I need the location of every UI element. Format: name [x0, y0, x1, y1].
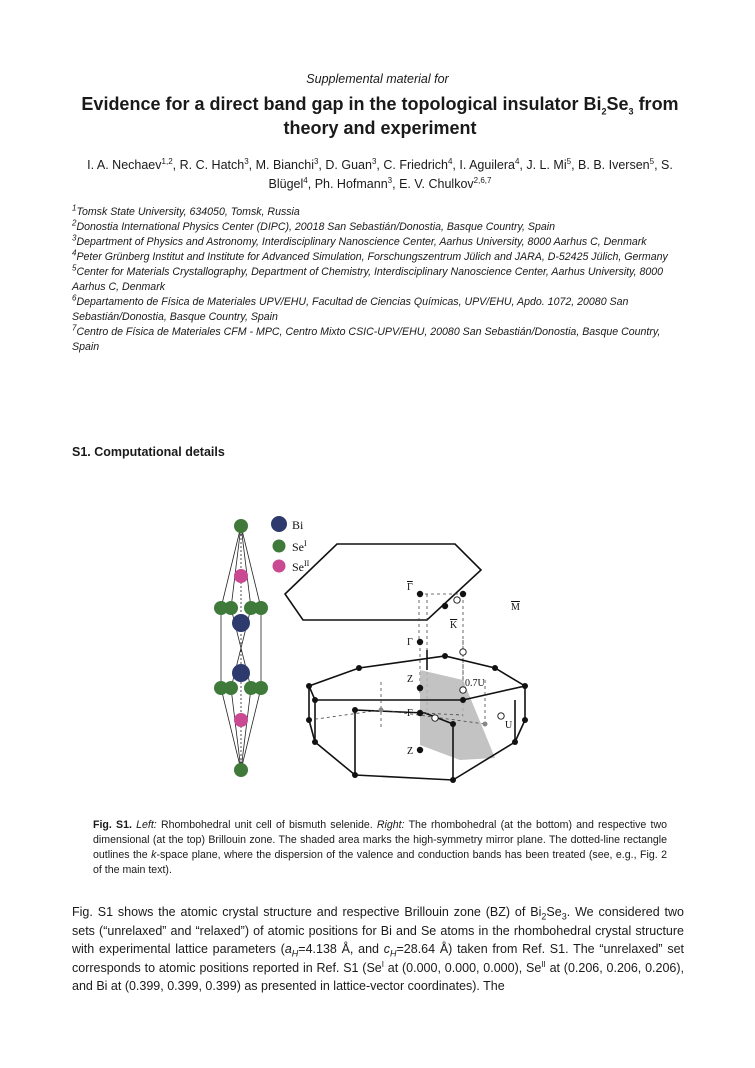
affiliation [72, 235, 672, 250]
section-heading: S1. Computational details [72, 445, 225, 459]
affiliation [72, 220, 672, 235]
caption-end-text: -space plane, where the dispersion of the valence and conduction bands has been treated (see, e.g., Fig. 2 of the main text). [93, 849, 667, 876]
author-name: C. Friedrich [383, 158, 448, 172]
figure-s1 [195, 510, 555, 790]
legend-se2: $Se^{II}$ [292, 559, 310, 574]
bi-atom [232, 614, 250, 632]
affiliation-number: 1 [72, 203, 77, 213]
surface-bz-hexagon [285, 544, 481, 620]
body-paragraph: Fig. S1 shows the atomic crystal structure and respective Brillouin zone (BZ) of $Bi_2Se_3$. We considered two sets (“unrelaxed” and “relaxed”) of atomic positions for Bi and Se atoms in the rhombohedral crystal structure with experimental lattice parameters ($a_H=4.138$ Å, and $c_H=28.64$ Å) taken from Ref. S1. The “unrelaxed” set corresponds to atomic positions reported in Ref. S1 ($Se^I$ at (0.000, 0.000, 0.000), $Se^{II}$ at (0.206, 0.206, 0.206), and Bi at (0.399, 0.399, 0.399) as presented in lattice-vector coordinates). The [72, 905, 685, 993]
author-affiliation-mark: 3 [244, 156, 249, 166]
author-name: E. V. Chulkov [399, 177, 474, 191]
affiliation-number: 6 [72, 293, 77, 303]
label-z-top: Z [407, 674, 414, 685]
atom-legend [271, 516, 310, 574]
caption-label: Fig. S1. [93, 819, 132, 831]
affiliation-number: 2 [72, 218, 77, 228]
affiliation-text: Donostia International Physics Center (DIPC), 20018 San Sebastián/Donostia, Basque Country, Spain [76, 221, 556, 233]
affiliation [72, 295, 672, 325]
author-name: I. A. Nechaev [87, 158, 162, 172]
legend-bi-marker [271, 516, 287, 532]
label-u: U [505, 720, 513, 731]
affiliation [72, 205, 672, 220]
title-sub-1: 2 [601, 106, 607, 117]
se1-atom [224, 681, 238, 695]
caption-right-label: Right: [376, 819, 405, 831]
label-gamma-mid: Γ [407, 708, 413, 719]
label-z-bottom: Z [407, 746, 414, 757]
affiliation [72, 265, 672, 295]
se1-atom [254, 601, 268, 615]
se1-atom [254, 681, 268, 695]
affiliation-text: Departamento de Física de Materiales UPV/EHU, Facultad de Ciencias Químicas, UPV/EHU, Apdo. 1072, 20080 San Sebastián/Donostia, Basque Country, Spain [72, 296, 629, 323]
supplement-label: Supplemental material for [306, 72, 449, 86]
brillouin-zone-diagram [285, 544, 528, 783]
affiliation-text: Tomsk State University, 634050, Tomsk, Russia [76, 206, 300, 218]
label-gamma: Γ [407, 637, 413, 648]
affiliation-list [72, 205, 672, 355]
label-gamma-bar: Γ [407, 582, 413, 593]
label-m-bar: M [511, 602, 520, 613]
caption-left-text: Rhombohedral unit cell of bismuth selenide. [156, 819, 377, 831]
se2-atom [234, 713, 248, 727]
author-name: Ph. Hofmann [314, 177, 388, 191]
author-affiliation-mark: 4 [514, 156, 520, 166]
title-text-3: from theory and experiment [283, 94, 679, 138]
author-name: S. Blügel [268, 158, 673, 191]
label-u-fraction: 0.7U [465, 678, 485, 689]
affiliation-text: Center for Materials Crystallography, Department of Chemistry, Interdisciplinary Nanoscience Center, Aarhus University, 8000 Aarhus C, Denmark [72, 266, 664, 293]
legend-se2-marker [273, 560, 286, 573]
figure-s1-graphic [195, 510, 555, 790]
author-affiliation-mark: 5 [649, 156, 655, 166]
author-name: B. B. Iversen [578, 158, 650, 172]
affiliation [72, 250, 672, 265]
affiliation-number: 5 [72, 263, 77, 273]
se1-atom [224, 601, 238, 615]
affiliation [72, 325, 672, 355]
affiliation-text: Centro de Física de Materiales CFM - MPC, Centro Mixto CSIC-UPV/EHU, 20080 San Sebastián/Donostia, Basque Country, Spain [72, 326, 661, 353]
title-text-1: Evidence for a direct band gap in the topological insulator Bi [81, 94, 602, 114]
author-affiliation-mark: 3 [387, 175, 393, 185]
affiliation-text: Department of Physics and Astronomy, Interdisciplinary Nanoscience Center, Aarhus University, 8000 Aarhus C, Denmark [76, 236, 647, 248]
author-name: M. Bianchi [255, 158, 314, 172]
author-affiliation-mark: 1,2 [161, 156, 173, 166]
affiliation-text: Peter Grünberg Institut and Institute for Advanced Simulation, Forschungszentrum Jülich and JARA, D-52425 Jülich, Germany [76, 251, 668, 263]
author-affiliation-mark: 2,6,7 [473, 175, 492, 185]
author-affiliation-mark: 5 [566, 156, 572, 166]
author-name: R. C. Hatch [179, 158, 245, 172]
unit-cell-diagram [221, 526, 261, 770]
caption-left-label: Left: [136, 819, 157, 831]
author-name: I. Aguilera [459, 158, 515, 172]
se2-atom [234, 569, 248, 583]
figure-caption [93, 818, 667, 878]
author-affiliation-mark: 4 [303, 175, 308, 185]
affiliation-number: 3 [72, 233, 77, 243]
affiliation-number: 4 [72, 248, 77, 258]
legend-se1-marker [273, 540, 286, 553]
author-name: J. L. Mi [526, 158, 567, 172]
se1-atom [234, 763, 248, 777]
author-affiliation-mark: 3 [371, 156, 377, 166]
caption-right-text: The rhombohedral (at the bottom) and respective two dimensional (at the top) Brillouin zone. The shaded area marks the high-symmetry mirror plane. The dotted-line rectangle outlines the [93, 819, 667, 861]
legend-se1: $Se^I$ [292, 539, 307, 554]
author-name: D. Guan [325, 158, 372, 172]
title-sub-2: 3 [628, 106, 634, 117]
author-list: I. A. Nechaev$^{1,2}$, R. C. Hatch$^3$, M. Bianchi$^3$, D. Guan$^3$, C. Friedrich$^4$, I. Aguilera$^4$, J. L. Mi$^5$, B. B. Iversen$^5$, S. Blügel$^4$, Ph. Hofmann$^3$, E. V. Chulkov$^{2,6,7}$ [87, 156, 673, 191]
caption-k: k [151, 849, 157, 861]
author-affiliation-mark: 3 [313, 156, 319, 166]
label-k-bar: K [450, 620, 458, 631]
affiliation-number: 7 [72, 323, 77, 333]
se1-atom [234, 519, 248, 533]
title-text-2: Se [606, 94, 629, 114]
bi-atom [232, 664, 250, 682]
paper-title [80, 92, 680, 140]
legend-bi: Bi [292, 518, 304, 532]
author-affiliation-mark: 4 [447, 156, 453, 166]
